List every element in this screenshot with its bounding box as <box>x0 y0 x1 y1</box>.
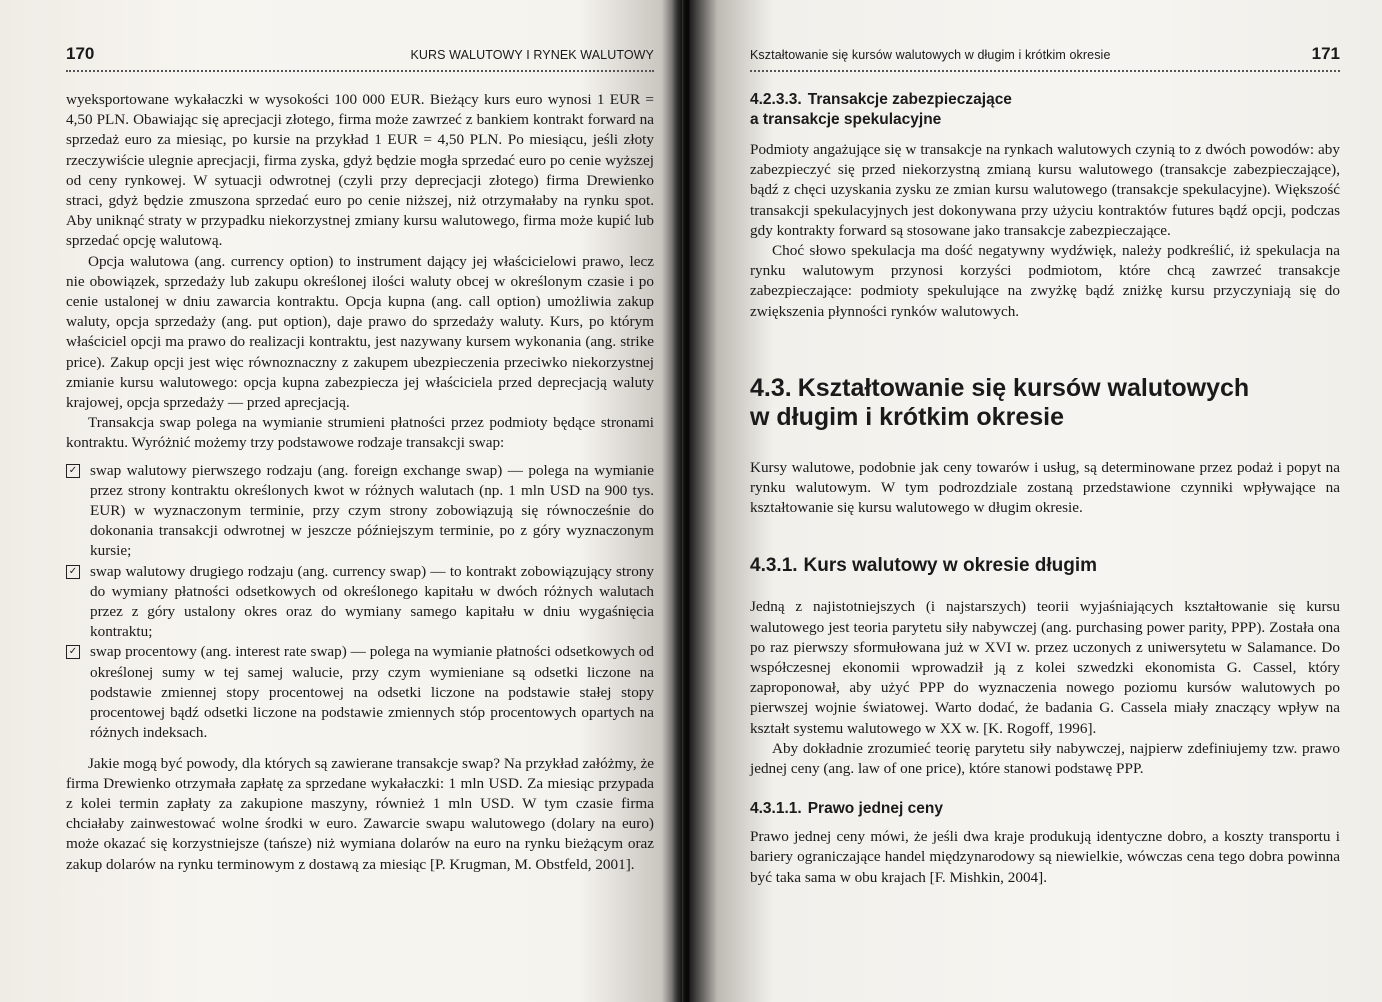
right-running-title: Kształtowanie się kursów walutowych w długim i krótkim okresie <box>750 48 1111 62</box>
list-item <box>66 461 654 562</box>
section-number: 4.3. <box>750 373 792 402</box>
header-dotted-rule <box>750 70 1340 72</box>
left-page-number: 170 <box>66 44 95 63</box>
right-body-4 <box>750 827 1340 888</box>
right-paragraph: Kursy walutowe, podobnie jak ceny towarów i usług, są determinowane przez podaż i popyt na rynku walutowym. W tym podrozdziale zostaną przedstawione czynniki wpływające na kształtowanie się kursu walutowego w długim okresie. <box>750 458 1340 517</box>
list-item-text: swap walutowy drugiego rodzaju (ang. currency swap) — to kontrakt zobowiązujący strony do wymiany płatności odsetkowych od określonego kapitału w dwóch różnych walutach przez z góry ustalony okres oraz do wymiany samego kapitału w dniu wygaśnięcia kontraktu; <box>90 562 654 641</box>
right-body-1 <box>750 140 1340 322</box>
section-heading-4-3-1 <box>750 554 1340 577</box>
checkbox-icon: ✓ <box>66 645 80 659</box>
left-paragraph: wyeksportowane wykałaczki w wysokości 100 000 EUR. Bieżący kurs euro wynosi 1 EUR = 4,50 PLN. Obawiając się aprecjacji złotego, firma może zawrzeć z bankiem kontrakt forward na sprzedaż euro za miesiąc, po kursie na przykład 1 EUR = 4,50 PLN. Po miesiącu, jeśli złoty rzeczywiście ulegnie aprecjacji, firma zyska, gdyż będzie mogła sprzedać euro po cenie wyższej od ceny rynkowej. W sytuacji odwrotnej (czyli przy deprecjacji złotego) firma Drewienko straci, gdyż będzie zmuszona sprzedać euro po cenie niższej, niż otrzymałaby na rynku spot. Aby uniknąć straty w przypadku niekorzystnej zmiany kursu walutowego, firma może kupić lub sprzedać opcję walutową. <box>66 91 654 250</box>
right-paragraph: Choć słowo spekulacja ma dość negatywny wydźwięk, należy podkreślić, iż spekulacja na rynku walutowym przynosi korzyści podmiotom, które chcą zawrzeć transakcje zabezpieczające: podmioty spekulujące na zwyżkę bądź zniżkę kursu przyczyniają się do zwiększenia płynności rynków walutowych. <box>750 242 1340 320</box>
left-paragraph: Opcja walutowa (ang. currency option) to instrument dający jej właścicielowi prawo, lecz nie obowiązek, sprzedaży lub zakupu określonej ilości waluty obcej w określonym czasie i po cenie ustalonej w dniu zawarcia kontraktu. Opcja kupna (ang. call option) umożliwia zakup waluty, opcja sprzedaży (ang. put option), daje prawo do sprzedaży waluty. Kurs, po którym właściciel opcji ma prawo do realizacji kontraktu, jest nazywany kursem wykonania (ang. strike price). Zakup opcji jest więc równoznaczny z zakupem ubezpieczenia przeciwko niekorzystnej zmianie kursu walutowego: opcja kupna zabezpiecza jej właściciela przed deprecjacją waluty krajowej, opcja sprzedaży — przed aprecjacją. <box>66 252 654 412</box>
section-title: Kurs walutowy w okresie długim <box>803 555 1098 577</box>
section-title: Prawo jednej ceny <box>807 800 943 818</box>
swap-types-list <box>66 461 654 744</box>
section-heading-4-3-1-1 <box>750 799 1340 819</box>
header-dotted-rule <box>66 70 654 72</box>
right-paragraph: Prawo jednej ceny mówi, że jeśli dwa kraje produkują identyczne dobro, a koszty transportu i bariery ograniczające handel międzynarodowy są niewielkie, wówczas cena tego dobra powinna być taka sama w obu krajach [F. Mishkin, 2004]. <box>750 828 1340 886</box>
right-page <box>690 0 1382 1002</box>
section-title: w długim i krótkim okresie <box>750 402 1064 431</box>
right-page-number: 171 <box>1311 44 1340 63</box>
section-title: Kształtowanie się kursów walutowych <box>797 373 1250 402</box>
section-number: 4.3.1.1. <box>750 800 802 818</box>
list-item <box>66 562 654 643</box>
checkbox-icon: ✓ <box>66 565 80 579</box>
left-body <box>66 90 654 875</box>
left-running-head <box>66 44 654 64</box>
section-title: a transakcje spekulacyjne <box>750 111 942 128</box>
list-item-text: swap walutowy pierwszego rodzaju (ang. foreign exchange swap) — polega na wymianie przez strony kontraktu określonych kwot w różnych walutach (np. 1 mln USD na 900 tys. EUR) w wyznaczonym terminie, przy czym strony zobowiązują się równocześnie do dokonania transakcji odwrotnej w jeszcze późniejszym terminie, po z góry wyznaczonym kursie; <box>90 461 654 560</box>
right-running-head <box>750 44 1340 64</box>
right-body-2 <box>750 458 1340 519</box>
right-paragraph: Aby dokładnie zrozumieć teorię parytetu siły nabywczej, najpierw zdefiniujemy tzw. prawo jednej ceny (ang. law of one price), które stanowi podstawę PPP. <box>750 739 1340 778</box>
left-running-title: KURS WALUTOWY I RYNEK WALUTOWY <box>410 48 654 62</box>
section-title: Transakcje zabezpieczające <box>807 91 1012 108</box>
left-paragraph: Transakcja swap polega na wymianie strumieni płatności przez podmioty będące stronami kontraktu. Wyróżnić możemy trzy podstawowe rodzaje transakcji swap: <box>66 414 654 452</box>
list-item <box>66 642 654 743</box>
section-number: 4.2.3.3. <box>750 91 802 108</box>
checkbox-icon: ✓ <box>66 464 80 478</box>
right-paragraph: Jedną z najistotniejszych (i najstarszych) teorii wyjaśniających kształtowanie się kursu walutowego jest teoria parytetu siły nabywczej (ang. purchasing power parity, PPP). Została ona po raz pierwszy sformułowana już w XVI w. przez uczonych z uniwersytetu w Salamance. Do współczesnej ekonomii wprowadził ją z kolei szwedzki ekonomista G. Cassel, który zaproponował, aby użyć PPP do wyznaczenia nowego poziomu kursów walutowych po pierwszej wojnie światowej. Warto dodać, że badania G. Cassela miały znaczący wpływ na kształt systemu walutowego w XX w. [K. Rogoff, 1996]. <box>750 598 1340 737</box>
section-heading-4-3 <box>750 374 1340 432</box>
list-item-text: swap procentowy (ang. interest rate swap) — polega na wymianie płatności odsetkowych od określonej sumy w tej samej walucie, przy czym wymieniane są odsetki liczone na podstawie zmiennej stopy procentowej na odsetki liczone na podstawie stałej stopy procentowej bądź odsetki liczone na podstawie zmiennych stóp procentowych opartych na różnych indeksach. <box>90 643 654 742</box>
left-page <box>0 0 682 1002</box>
section-heading-4-2-3-3 <box>750 90 1340 130</box>
right-body-3 <box>750 597 1340 779</box>
left-paragraph: Jakie mogą być powody, dla których są zawierane transakcje swap? Na przykład załóżmy, że firma Drewienko otrzymała zapłatę za sprzedane wykałaczki: 1 mln USD. Za miesiąc przypada z kolei termin zapłaty za zakupione maszyny, również 1 mln USD. W tym czasie firma chciałaby zainwestować wolne środki w euro. Zawarcie swapu walutowego (dolary na euro) może okazać się korzystniejsze (tańsze) niż wymiana dolarów na euro na rynku bieżącym oraz zakup dolarów na rynku terminowym z dostawą za miesiąc [P. Krugman, M. Obstfeld, 2001]. <box>66 754 654 873</box>
right-paragraph: Podmioty angażujące się w transakcje na rynkach walutowych czynią to z dwóch powodów: aby zabezpieczyć się przed niekorzystną zmianą kursu walutowego (transakcje zabezpieczające), bądź z chęci uzyskania zysku ze zmian kursu walutowego (transakcje spekulacyjne). Większość transakcji spekulacyjnych jest dokonywana przy użyciu kontraktów futures bądź opcji, podczas gdy kontrakty forward są stosowane jako transakcje zabezpieczające. <box>750 141 1340 239</box>
section-number: 4.3.1. <box>750 555 798 577</box>
